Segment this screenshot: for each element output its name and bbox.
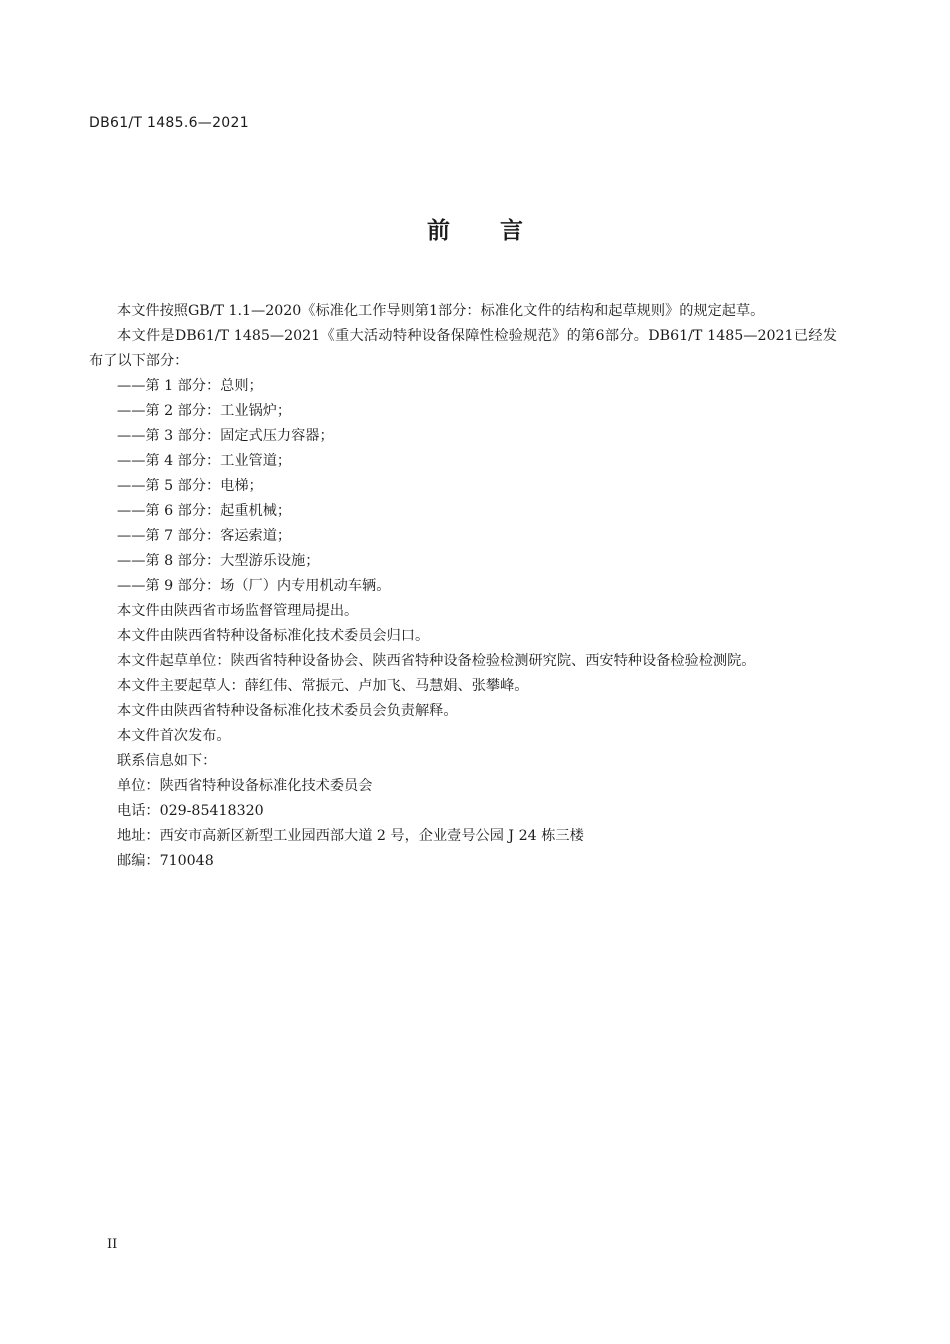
paragraph-drafters: 本文件主要起草人：薛红伟、常振元、卢加飞、马慧娟、张攀峰。: [117, 678, 529, 694]
contact-address: 地址：西安市高新区新型工业园西部大道 2 号，企业壹号公园 J 24 栋三楼: [117, 828, 584, 844]
contact-postcode: 邮编：710048: [117, 853, 214, 869]
page-title: 前言: [427, 218, 573, 244]
document-code: DB61/T 1485.6—2021: [89, 115, 249, 131]
page-number: II: [107, 1237, 118, 1252]
list-item: ——第 7 部分：客运索道；: [117, 528, 292, 544]
paragraph-proposer: 本文件由陕西省市场监督管理局提出。: [117, 603, 359, 619]
paragraph-drafting-units: 本文件起草单位：陕西省特种设备协会、陕西省特种设备检验检测研究院、西安特种设备检验检测院。: [117, 653, 756, 669]
list-item: ——第 8 部分：大型游乐设施；: [117, 553, 320, 569]
foreword-body: [89, 299, 837, 874]
list-item: ——第 9 部分：场（厂）内专用机动车辆。: [117, 578, 391, 594]
parts-list: [89, 374, 837, 599]
list-item: ——第 5 部分：电梯；: [117, 478, 263, 494]
paragraph-contact-intro: 联系信息如下：: [117, 753, 217, 769]
list-item: ——第 6 部分：起重机械；: [117, 503, 292, 519]
list-item: ——第 1 部分：总则；: [117, 378, 263, 394]
list-item: ——第 4 部分：工业管道；: [117, 453, 292, 469]
contact-unit: 单位：陕西省特种设备标准化技术委员会: [117, 778, 373, 794]
paragraph-part-statement: 本文件是DB61/T 1485—2021《重大活动特种设备保障性检验规范》的第6部分。DB61/T 1485—2021已经发布了以下部分：: [89, 328, 837, 369]
paragraph-interpretation: 本文件由陕西省特种设备标准化技术委员会负责解释。: [117, 703, 458, 719]
paragraph-administrator: 本文件由陕西省特种设备标准化技术委员会归口。: [117, 628, 430, 644]
paragraph-drafting-rules: 本文件按照GB/T 1.1—2020《标准化工作导则第1部分：标准化文件的结构和起草规则》的规定起草。: [117, 303, 765, 319]
list-item: ——第 2 部分：工业锅炉；: [117, 403, 292, 419]
paragraph-first-release: 本文件首次发布。: [117, 728, 231, 744]
contact-phone: 电话：029-85418320: [117, 803, 264, 819]
list-item: ——第 3 部分：固定式压力容器；: [117, 428, 334, 444]
